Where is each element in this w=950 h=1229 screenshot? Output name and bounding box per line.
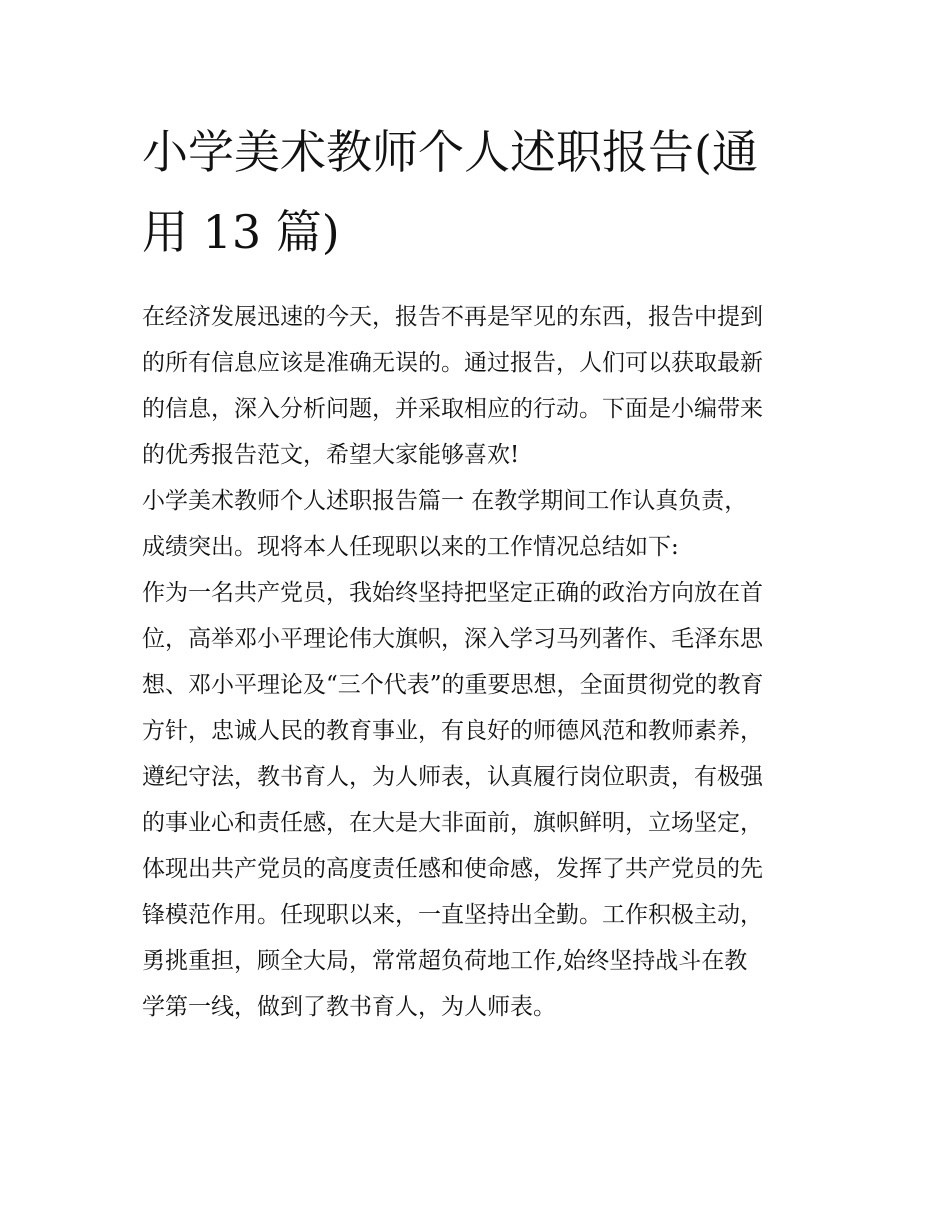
body-line: 遵纪守法，教书育人，为人师表，认真履行岗位职责，有极强 — [142, 764, 763, 790]
body-line: 学第一线，做到了教书育人，为人师表。 — [142, 994, 556, 1020]
title-line-2: 用 13 篇) — [142, 205, 340, 259]
document-body — [142, 294, 814, 1030]
body-line: 锋模范作用。任现职以来，一直坚持出全勤。工作积极主动， — [142, 902, 763, 928]
body-line: 作为一名共产党员，我始终坚持把坚定正确的政治方向放在首 — [142, 580, 763, 606]
body-line: 的信息，深入分析问题，并采取相应的行动。下面是小编带来 — [142, 396, 763, 422]
body-line: 位，高举邓小平理论伟大旗帜，深入学习马列著作、毛泽东思 — [142, 626, 763, 652]
body-line: 想、邓小平理论及“三个代表”的重要思想，全面贯彻党的教育 — [142, 672, 764, 698]
title-line-1: 小学美术教师个人述职报告(通 — [142, 125, 758, 179]
body-line: 的优秀报告范文，希望大家能够喜欢! — [142, 442, 520, 468]
page-title — [142, 112, 814, 272]
body-line: 方针，忠诚人民的教育事业，有良好的师德风范和教师素养， — [142, 718, 763, 744]
body-line: 体现出共产党员的高度责任感和使命感，发挥了共产党员的先 — [142, 856, 763, 882]
body-line: 成绩突出。现将本人任现职以来的工作情况总结如下: — [142, 534, 679, 560]
section-heading-line: 小学美术教师个人述职报告篇一 在教学期间工作认真负责， — [142, 488, 748, 514]
body-line: 的事业心和责任感，在大是大非面前，旗帜鲜明，立场坚定， — [142, 810, 763, 836]
body-line: 的所有信息应该是准确无误的。通过报告，人们可以获取最新 — [142, 350, 763, 376]
document-page — [142, 112, 814, 1030]
body-line: 在经济发展迅速的今天，报告不再是罕见的东西，报告中提到 — [142, 304, 763, 330]
body-line: 勇挑重担，顾全大局，常常超负荷地工作,始终坚持战斗在教 — [142, 948, 748, 974]
